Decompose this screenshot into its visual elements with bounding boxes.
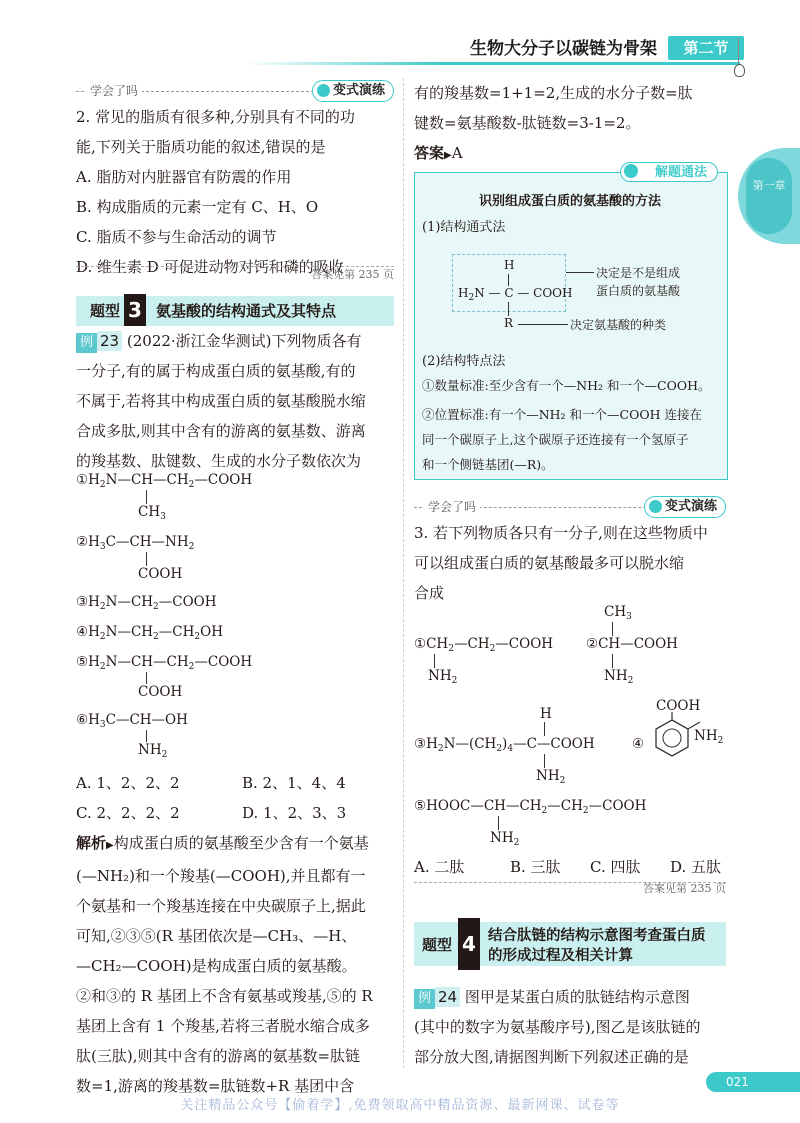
formula-5-sub: COOH [138, 684, 183, 700]
example-24: 例 24 图甲是某蛋白质的肽链结构示意图 (其中的数字为氨基酸序号),图乙是该肽链的 部分放大图,请据图判断下列叙述正确的是 [414, 988, 701, 1066]
tip-title: 识别组成蛋白质的氨基酸的方法 [478, 194, 661, 209]
formula-6-sub: $NH_2$ [138, 742, 168, 760]
example-23: 例 23 (2022·浙江金华测试)下列物质各有 一分子,有的属于构成蛋白质的氨基酸,有的 不属于,若将其中构成蛋白质的氨基酸脱水缩 合成多肽,则其中含有的游离的氨基数、游离 的羧基数、肽键数、生成的水分子数依次为 [76, 332, 366, 470]
q3-bond2a [612, 622, 613, 636]
bulb-icon [738, 38, 739, 64]
q3-f2-top: $CH_3$ [604, 604, 632, 622]
banner-label: 学会了吗 [86, 82, 142, 99]
q3-f2: ②CH—COOH [586, 636, 678, 652]
q3-f4-nh2: $NH_2$ [694, 728, 724, 746]
question-3: 3. 若下列物质各只有一分子,则在这些物质中 可以组成蛋白质的氨基酸最多可以脱水缩 合成 [414, 524, 708, 602]
tip-note-1b: 蛋白质的氨基酸 [596, 284, 681, 298]
banner-tag: 变式演练 [312, 80, 394, 102]
q3-f1: $①CH_2—CH_2—COOH$ [414, 636, 554, 654]
analysis-23: 解析▶构成蛋白质的氨基酸至少含有一个氨基 (—NH₂)和一个羧基(—COOH),并且都有一 个氨基和一个羧基连接在中央碳原子上,据此 可知,②③⑤(R 基团依次是—CH₃、—H、 —CH₂—COOH)是构成蛋白质的氨基酸。 ②和③的 R 基团上不含有氨基或羧基,⑤的 R 基团上含有 1 个羧基,若将三者脱水缩合成多 肽(三肽),则其中含有的游离的氨基数=肽链 数=1,游离的羧基数=肽链数+R 基团中含 [76, 834, 373, 1095]
answer-ref: 答案见第 235 页 [311, 268, 394, 281]
chapter-title: 生物大分子以碳链为骨架 [470, 39, 657, 59]
practice-banner [76, 80, 394, 102]
formula-1: $①H_2N—CH—CH_2—COOH$ [76, 472, 253, 490]
bond-6 [146, 730, 147, 742]
footer-note: 关注精品公众号【偷着学】,免费领取高中精品资源、最新网课、试卷等 [180, 1098, 620, 1113]
formula-2-sub: COOH [138, 566, 183, 582]
q3-f3: $③H_2N—(CH_2)_4—C—COOH$ [414, 736, 595, 754]
practice-banner-2: 学会了吗 变式演练 [414, 496, 726, 518]
tip-note-1a: 决定是不是组成 [596, 266, 681, 280]
q3-f5-sub: $NH_2$ [490, 830, 520, 848]
choices-3: A. 二肽 B. 三肽 C. 四肽 D. 五肽 [414, 858, 722, 876]
chapter-side-label: 第一章 [746, 158, 792, 234]
tip-point-2: ②位置标准:有一个—NH₂ 和一个—COOH 连接在 同一个碳原子上,这个碳原子还连接有一个氢原子 和一个侧链基团(—R)。 [422, 407, 702, 472]
formula-3: $③H_2N—CH_2—COOH$ [76, 594, 217, 612]
check-icon [317, 84, 330, 97]
formula-4: $④H_2N—CH_2—CH_2OH$ [76, 624, 223, 642]
analysis-cont: 有的羧基数=1+1=2,生成的水分子数=肽 键数=氨基酸数-肽链数=3-1=2。 答案▶A [414, 84, 693, 162]
tip-point-1: ①数量标准:至少含有一个—NH₂ 和一个—COOH。 [422, 378, 711, 393]
pointer-1 [566, 272, 594, 273]
q3-bond1 [434, 654, 435, 668]
bulb-icon-head [734, 64, 745, 77]
check-icon [649, 500, 662, 513]
formula-2: $②H_3C—CH—NH_2$ [76, 534, 195, 552]
q3-bond3b [544, 754, 545, 768]
header-rule [245, 62, 740, 65]
tip-tag: 解题通法 [620, 162, 718, 182]
tip-note-2: 决定氨基酸的种类 [570, 318, 667, 332]
page-number: 021 [706, 1072, 800, 1092]
question-type-4: 题型 4 结合肽链的结构示意图考查蛋白质 的形成过程及相关计算 [414, 922, 726, 966]
q3-f3-top: H [540, 706, 552, 722]
general-main: $H_2N$ — C — COOH [458, 286, 573, 303]
tip-method-1: (1)结构通式法 [422, 220, 506, 235]
q3-f1-sub: $NH_2$ [428, 668, 458, 686]
pointer-2 [518, 324, 568, 325]
tip-icon [624, 164, 638, 178]
bond-gr [508, 302, 509, 316]
q3-f4-cooh: COOH [656, 698, 701, 714]
column-divider [403, 78, 405, 1068]
formula-1-sub: $CH_3$ [138, 504, 166, 522]
q3-f2-sub: $NH_2$ [604, 668, 634, 686]
general-r: R [504, 316, 514, 330]
q3-bond2b [612, 654, 613, 668]
bond-5 [146, 672, 147, 684]
formula-6: $⑥H_3C—CH—OH$ [76, 712, 188, 730]
choices-23: A. 1、2、2、2 B. 2、1、4、4 C. 2、2、2、2 D. 1、2、3、3 [76, 774, 347, 822]
question-2: 2. 常见的脂质有很多种,分别具有不同的功 能,下列关于脂质功能的叙述,错误的是 A. 脂肪对内脏器官有防震的作用 B. 构成脂质的元素一定有 C、H、O C. 脂质不参与生命活动的调节 D. 维生素 D 可促进动物对钙和磷的吸收 [76, 108, 355, 276]
question-type-3: 题型 3 氨基酸的结构通式及其特点 [76, 296, 394, 326]
bond-2 [146, 552, 147, 566]
q3-bond3a [544, 722, 545, 736]
bond-1 [146, 490, 147, 504]
q3-bond5 [498, 816, 499, 830]
q3-f3-sub: $NH_2$ [536, 768, 566, 786]
formula-5: $⑤H_2N—CH—CH_2—COOH$ [76, 654, 253, 672]
bond-gh [508, 274, 509, 286]
answer-ref-2: 答案见第 235 页 [643, 882, 726, 895]
q3-f4-label: ④ [632, 736, 645, 752]
general-h: H [504, 258, 515, 272]
section-badge: 第二节 [668, 36, 744, 60]
tip-method-2: (2)结构特点法 [422, 354, 506, 369]
q3-f5: $⑤HOOC—CH—CH_2—CH_2—COOH$ [414, 798, 647, 816]
